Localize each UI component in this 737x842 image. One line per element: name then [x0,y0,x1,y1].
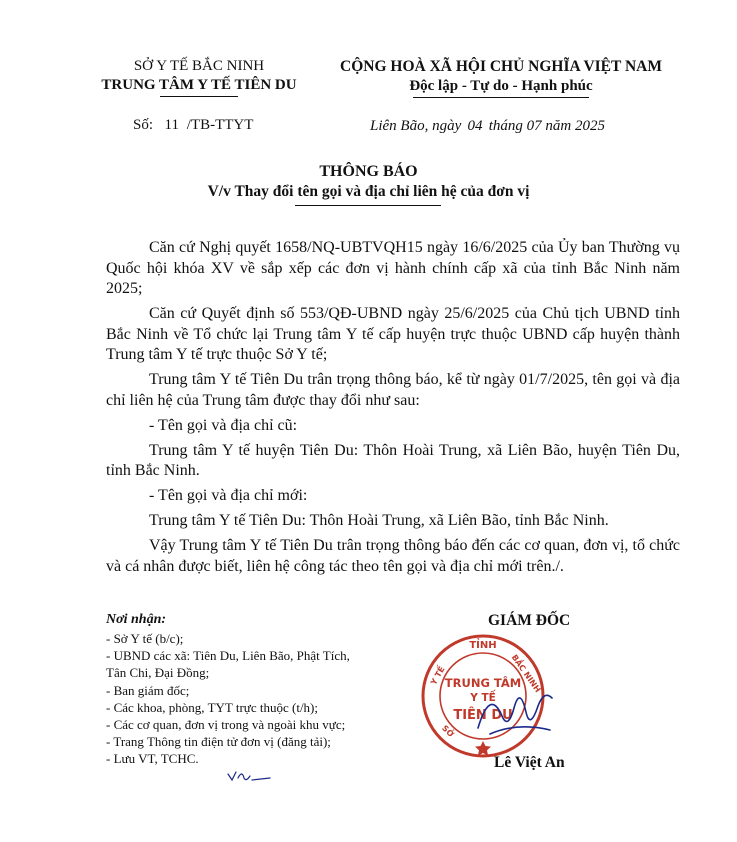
document-number-value: 11 [164,117,179,133]
document-subtitle: V/v Thay đổi tên gọi và địa chỉ liên hệ của đơn vị [207,183,530,200]
recipient-item: - Lưu VT, TCHC. [106,751,199,767]
issuing-authority: SỞ Y TẾ BẮC NINH [133,58,265,74]
date-day: 04 [467,118,483,134]
document-title: THÔNG BÁO [319,163,418,180]
body-paragraph: Vậy Trung tâm Y tế Tiên Du trân trọng thông báo đến các cơ quan, đơn vị, tổ chức và cá nhân được biết, liên hệ công tác theo tên gọi và địa chỉ mới trên./. [106,537,680,575]
document-number-suffix: /TB-TTYT [186,117,254,133]
recipient-item: - Các cơ quan, đơn vị trong và ngoài khu vực; [106,717,346,733]
body-paragraph: - Tên gọi và địa chỉ cũ: [149,416,298,434]
seal-ring-left-text: Y TẾ [429,665,447,687]
seal-ring-top-text: TỈNH [469,640,497,651]
signer-title: GIÁM ĐỐC [488,612,571,629]
document-number-prefix: Số: [133,117,154,133]
organization-name: TRUNG TÂM Y TẾ TIÊN DU [101,77,297,93]
recipients-title: Nơi nhận: [106,612,167,627]
seal-line-2: Y TẾ [470,692,496,704]
recipient-item: - Sở Y tế (b/c); [106,631,184,646]
document-body [106,238,680,582]
body-paragraph: Trung tâm Y tế Tiên Du: Thôn Hoài Trung, xã Liên Bão, tỉnh Bắc Ninh. [149,512,609,529]
recipient-item: Tân Chi, Đại Đồng; [106,665,210,681]
seal-ring-right-text: BẮC NINH [509,652,543,695]
subtitle-underline [295,205,441,206]
recipient-item: - Ban giám đốc; [106,682,190,698]
document-number [133,117,253,134]
recipient-item: - Trang Thông tin điện tử đơn vị (đăng tải); [106,734,331,750]
body-paragraph: Trung tâm Y tế Tiên Du trân trọng thông báo, kể từ ngày 01/7/2025, tên gọi và địa chỉ liên hệ của Trung tâm được thay đổi như sau: [106,371,680,409]
recipient-item: - UBND các xã: Tiên Du, Liên Bão, Phật Tích, [106,648,350,664]
body-paragraph: Trung tâm Y tế huyện Tiên Du: Thôn Hoài Trung, xã Liên Bão, huyện Tiên Du, tỉnh Bắc Ninh. [106,441,680,479]
motto-underline [413,97,589,98]
signer-name: Lê Việt An [494,754,565,771]
national-motto: Độc lập - Tự do - Hạnh phúc [409,78,593,94]
seal-line-3: TIÊN DU [453,708,513,723]
recipients-list [106,630,396,768]
place-date-prefix: Liên Bão, ngày [370,118,462,134]
recipient-item: - Các khoa, phòng, TYT trực thuộc (t/h); [106,699,318,715]
seal-line-1: TRUNG TÂM [444,676,522,690]
body-paragraph: Căn cứ Nghị quyết 1658/NQ-UBTVQH15 ngày 16/6/2025 của Ủy ban Thường vụ Quốc hội khóa XV về sắp xếp các đơn vị hành chính cấp xã của tỉnh Bắc Ninh năm 2025; [106,239,680,297]
body-paragraph: Căn cứ Quyết định số 553/QĐ-UBND ngày 25/6/2025 của Chủ tịch UBND tỉnh Bắc Ninh về Tổ chức lại Trung tâm Y tế cấp huyện trực thuộc UBND cấp huyện thành Trung tâm Y tế trực thuộc Sở Y tế; [106,305,680,363]
handwritten-signature [472,668,558,748]
place-date-suffix: tháng 07 năm 2025 [488,118,605,134]
organization-underline [160,96,238,97]
initials-mark [226,768,272,784]
place-and-date [370,118,605,135]
national-title: CỘNG HOÀ XÃ HỘI CHỦ NGHĨA VIỆT NAM [340,58,662,75]
seal-ring-bottom-text: SỞ [440,723,456,739]
body-paragraph: - Tên gọi và địa chỉ mới: [149,487,308,504]
